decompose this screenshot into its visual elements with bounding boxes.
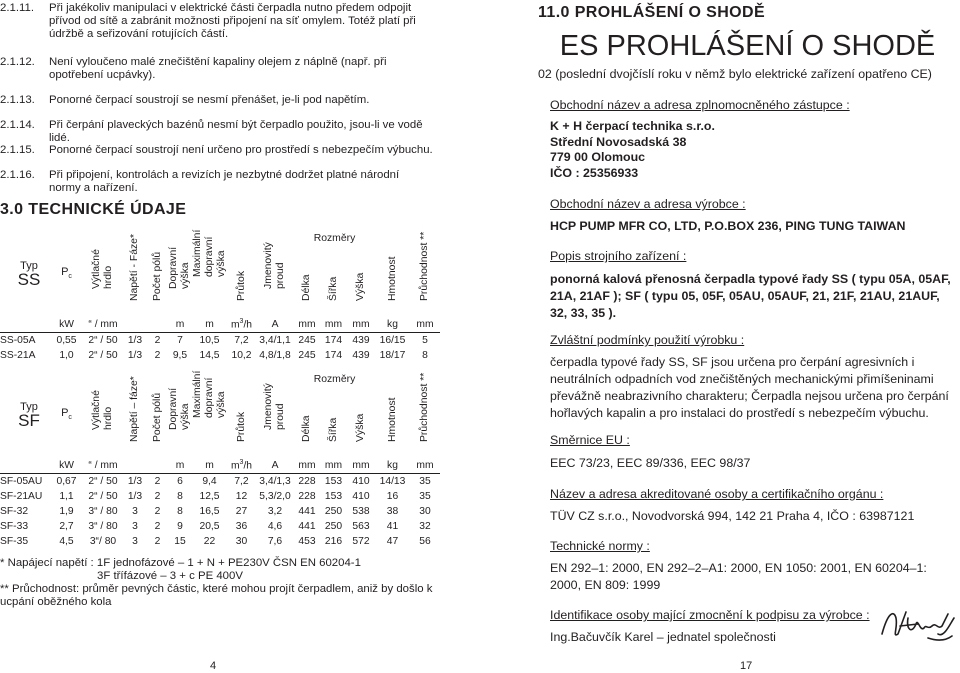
page-number-left: 4 (210, 660, 217, 672)
rotated-header-label (301, 274, 313, 301)
dimensions-label: Rozměry (313, 233, 356, 244)
declaration-title: ES PROHLÁŠENÍ O SHODĚ (559, 30, 936, 62)
rotated-header-label (129, 234, 141, 301)
value-cell: 47 (386, 536, 399, 547)
header-line: Průtok (235, 411, 247, 442)
table-row (0, 504, 440, 519)
rotated-header-label (236, 412, 248, 442)
rotated-header-label (387, 257, 399, 301)
unit-cell (123, 458, 147, 474)
unit-cell: mm (410, 458, 440, 474)
section-number: 2.1.16. (0, 169, 35, 181)
value-cell: 4,8/1,8 (259, 350, 291, 361)
unit-cell: A (256, 458, 294, 474)
header-line: Maximální (191, 370, 203, 418)
header-line: Napětí - Fáze* (129, 234, 140, 301)
header-line: výška (180, 262, 191, 289)
unit-cell: mm (294, 317, 320, 333)
section-number: 2.1.14. (0, 119, 35, 131)
header-voltage-phase (123, 229, 147, 317)
value-cell: 245 (298, 335, 316, 346)
value-cell: 56 (419, 536, 431, 547)
value-cell: 8 (422, 350, 428, 361)
value-cell: 3“ / 80 (88, 521, 118, 532)
value-cell: 1,9 (59, 506, 74, 517)
header-line: Hmotnost (386, 256, 398, 301)
value-cell: 0,67 (56, 476, 77, 487)
norms-label: Technické normy : (550, 539, 650, 553)
unit-cell: m (192, 458, 227, 474)
pc-subscript: c (68, 273, 72, 281)
value-cell: 14,5 (199, 350, 220, 361)
header-height (347, 370, 375, 458)
declaration-subtitle: 02 (poslední dvojčíslí roku v němž bylo elektrické zařízení opatřeno CE) (538, 67, 932, 81)
header-line: výška (215, 391, 227, 418)
description-text: ponorná kalová přenosná čerpadla typové řady SS ( typu 05A, 05AF, 21A, 21AF ); SF ( typu 05, 05F, 05AU, 05AUF, 21, 21F, 21AU, 21AUF, 32, 33, 35 ). (550, 272, 951, 320)
header-max-head (192, 229, 227, 317)
unit-cell: kW (50, 317, 83, 333)
value-cell: 439 (352, 335, 370, 346)
rotated-header-label (192, 371, 228, 418)
header-line: Šířka (327, 276, 339, 301)
rotated-header-label (328, 418, 340, 442)
value-cell: 250 (324, 506, 343, 517)
value-cell: 5 (422, 335, 428, 346)
value-cell: 410 (352, 491, 370, 502)
footnote-voltage-3f: 3F třífázové – 3 + c PE 400V (97, 570, 243, 582)
footnotes (0, 557, 440, 609)
rotated-header-label (355, 273, 367, 301)
norms-text: EN 292–1: 2000, EN 292–2–A1: 2000, EN 1050: 2001, EN 60204–1: 2000, EN 809: 1999 (550, 561, 927, 592)
header-poles (147, 229, 168, 317)
type-label: Typ (20, 401, 38, 413)
value-cell: 30 (235, 536, 248, 547)
table-row (0, 519, 440, 534)
value-cell: 216 (324, 536, 343, 547)
unit-cell: mm (320, 317, 347, 333)
value-cell: 18/17 (379, 350, 406, 361)
rotated-header-label (301, 415, 313, 442)
value-cell: 8 (177, 491, 183, 502)
table-row (0, 333, 440, 349)
rotated-header-label (419, 232, 431, 301)
header-line: Jmenovitý (263, 242, 274, 289)
value-cell: 12 (235, 491, 248, 502)
value-cell: 22 (203, 536, 216, 547)
rotated-header-label (236, 271, 248, 301)
value-cell: 9,5 (172, 350, 188, 361)
value-cell: 250 (324, 521, 343, 532)
model-cell: SF-05AU (0, 476, 43, 487)
rep-line: IČO : 25356933 (550, 165, 639, 180)
conditions-label: Zvláštní podmínky použití výrobku : (550, 333, 745, 347)
value-cell: 16 (386, 491, 399, 502)
value-cell: 30 (419, 506, 431, 517)
header-outlet (83, 229, 123, 317)
table-row (0, 474, 440, 490)
header-line: Průchodnost ** (419, 372, 430, 442)
header-width (320, 229, 347, 317)
header-line: Dopravní (168, 246, 179, 289)
power-header (50, 370, 83, 458)
unit-cell (147, 458, 168, 474)
header-voltage-phase (123, 370, 147, 458)
header-line: Hmotnost (386, 397, 398, 442)
model-cell: SF-21AU (0, 491, 43, 502)
model-cell: SF-33 (0, 521, 29, 532)
header-head (168, 229, 192, 317)
value-cell: 245 (298, 350, 316, 361)
pc-label: P (61, 265, 69, 278)
header-passage (410, 370, 440, 458)
value-cell: 5,3/2,0 (259, 491, 291, 502)
value-cell: 2“ / 50 (88, 350, 118, 361)
manufacturer-name: HCP PUMP MFR CO, LTD, P.O.BOX 236, PING TUNG TAIWAN (550, 219, 906, 233)
value-cell: 0,55 (56, 335, 77, 346)
notified-body-text: TÜV CZ s.r.o., Novodvorská 994, 142 21 Praha 4, IČO : 63987121 (550, 509, 915, 523)
dimensions-label: Rozměry (313, 374, 356, 385)
value-cell: 153 (324, 491, 343, 502)
header-line: Počet pólů (151, 251, 163, 301)
header-line: Výška (355, 272, 366, 301)
representative-address (550, 119, 955, 181)
type-label: Typ (20, 260, 38, 272)
header-weight (375, 229, 410, 317)
value-cell: 7 (177, 335, 183, 346)
directives-text: EEC 73/23, EEC 89/336, EEC 98/37 (550, 456, 751, 470)
value-cell: 1,1 (59, 491, 74, 502)
rep-line: 779 00 Olomouc (550, 150, 646, 164)
model-series: SS (17, 270, 41, 289)
value-cell: 228 (298, 476, 316, 487)
value-cell: 3,2 (267, 506, 283, 517)
model-series: SF (18, 411, 40, 430)
header-rated-current (256, 370, 294, 458)
unit-cell: mm (320, 458, 347, 474)
pc-subscript: c (68, 414, 72, 422)
value-cell: 439 (352, 350, 370, 361)
value-cell: 9 (177, 521, 183, 532)
signatory-label: Identifikace osoby mající zmocnění k podpisu za výrobce : (550, 608, 870, 622)
section-text: Při připojení, kontrolách a revizích je nezbytné dodržet platné národní normy a nařízení. (49, 169, 400, 194)
header-line: Průchodnost ** (419, 231, 430, 301)
model-cell: SS-05A (0, 335, 36, 346)
value-cell: 9,4 (202, 476, 217, 487)
unit-cell: A (256, 317, 294, 333)
description-label: Popis strojního zařízení : (550, 249, 687, 263)
value-cell: 6 (177, 476, 183, 487)
section-number: 2.1.11. (0, 2, 34, 14)
value-cell: 10,5 (199, 335, 220, 346)
value-cell: 7,6 (267, 536, 283, 547)
header-line: Výška (355, 413, 366, 442)
table-row (0, 489, 440, 504)
section-number: 2.1.15. (0, 144, 35, 156)
header-height (347, 229, 375, 317)
header-line: dopravní (203, 236, 215, 277)
signature-image (878, 604, 958, 648)
header-line: výška (215, 250, 227, 277)
value-cell: 27 (235, 506, 248, 517)
header-line: Výtlačné (91, 390, 102, 430)
value-cell: 32 (419, 521, 431, 532)
value-cell: 3,4/1,3 (259, 476, 291, 487)
rotated-header-label (91, 249, 115, 289)
header-line: proud (275, 262, 286, 289)
value-cell: 3“ / 80 (88, 506, 118, 517)
left-page (0, 0, 440, 673)
header-max-head (192, 370, 227, 458)
header-width (320, 370, 347, 458)
rotated-header-label (328, 277, 340, 301)
unit-cell: m (192, 317, 227, 333)
value-cell: 453 (298, 536, 316, 547)
power-header (50, 229, 83, 317)
unit-cell (147, 317, 168, 333)
value-cell: 2 (154, 506, 161, 517)
section-number: 2.1.13. (0, 94, 35, 106)
header-line: Šířka (327, 417, 339, 442)
value-cell: 2 (154, 521, 161, 532)
unit-cell: kg (375, 458, 410, 474)
header-line: Jmenovitý (263, 383, 274, 430)
header-line: Průtok (235, 270, 247, 301)
rotated-header-label (129, 376, 141, 442)
unit-cell: “ / mm (83, 317, 123, 333)
section-heading-declaration: 11.0 PROHLÁŠENÍ O SHODĚ (538, 4, 766, 21)
rotated-header-label (168, 247, 192, 289)
value-cell: 1,0 (59, 350, 74, 361)
value-cell: 2 (154, 536, 161, 547)
section-text: Ponorné čerpací soustrojí se nesmí přenášet, je-li pod napětím. (49, 94, 370, 106)
value-cell: 12,5 (199, 491, 220, 502)
unit-cell: mm (347, 458, 375, 474)
model-cell: SS-21A (0, 350, 36, 361)
value-cell: 2“ / 50 (88, 491, 118, 502)
value-cell: 228 (298, 491, 316, 502)
right-page (535, 0, 960, 673)
unit-cell: kg (375, 317, 410, 333)
conditions-text: čerpadla typové řady SS, SF jsou určena pro čerpání agresivních i neutrálních odpadních vod znečištěných mechanickými přimíšeninami převážně neabrazivního charakteru; Čerpadla nejsou určena pro čerpání hořlavých kapalin a pro instalaci do prostředí s nebezpečím výbuchu. (550, 355, 949, 420)
value-cell: 7,2 (234, 476, 249, 487)
unit-cell: m (168, 458, 192, 474)
unit-cell (123, 317, 147, 333)
header-outlet (83, 370, 123, 458)
header-rated-current (256, 229, 294, 317)
unit-cell: mm (410, 317, 440, 333)
header-poles (147, 370, 168, 458)
header-line: Délka (301, 415, 312, 442)
section-text: Není vyloučeno malé znečištění kapaliny olejem z náplně (např. při opotřebení ucpávky). (49, 56, 387, 81)
value-cell: 3 (132, 521, 138, 532)
header-passage (410, 229, 440, 317)
header-line: hrdlo (103, 406, 114, 430)
section-heading-technical-data: 3.0 TECHNICKÉ ÚDAJE (0, 201, 187, 218)
header-weight (375, 370, 410, 458)
value-cell: 441 (298, 521, 316, 532)
value-cell: 2,7 (59, 521, 74, 532)
units-row (0, 458, 440, 474)
pc-label: P (61, 406, 69, 419)
rotated-header-label (168, 388, 192, 430)
header-flow (227, 370, 256, 458)
units-spacer (0, 317, 50, 333)
header-line: Napětí – fáze* (129, 376, 140, 442)
value-cell: 3 (132, 506, 138, 517)
unit-cell: mm (347, 317, 375, 333)
value-cell: 174 (324, 335, 343, 346)
value-cell: 3“/ 80 (89, 536, 117, 547)
table-row (0, 348, 440, 363)
value-cell: 1/3 (127, 491, 143, 502)
value-cell: 2 (154, 335, 161, 346)
value-cell: 2 (154, 476, 161, 487)
unit-cell: $m^3/h$ (227, 317, 256, 333)
value-cell: 14/13 (379, 476, 406, 487)
header-line: Dopravní (168, 387, 179, 430)
rep-line: Střední Novosadská 38 (550, 134, 687, 149)
rotated-header-label (192, 230, 228, 277)
table-row (0, 534, 440, 549)
value-cell: 1/3 (127, 335, 143, 346)
manufacturer-label: Obchodní název a adresa výrobce : (550, 197, 746, 211)
model-cell: SF-35 (0, 536, 29, 547)
representative-label: Obchodní název a adresa zplnomocněného zástupce : (550, 98, 850, 112)
ss-spec-table (0, 229, 440, 363)
unit-cell: mm (294, 458, 320, 474)
header-line: výška (180, 403, 191, 430)
value-cell: 4,5 (59, 536, 74, 547)
notified-body-label: Název a adresa akreditované osoby a certifikačního orgánu : (550, 487, 884, 501)
sf-spec-table (0, 370, 440, 549)
unit-cell: “ / mm (83, 458, 123, 474)
header-line: hrdlo (103, 265, 114, 289)
header-line: Délka (301, 274, 312, 301)
header-line: Počet pólů (151, 392, 163, 442)
rotated-header-label (152, 393, 164, 442)
rotated-header-label (152, 252, 164, 301)
section-text: Při jakékoliv manipulaci v elektrické části čerpadla nutno předem odpojit přívod od sítě a zabránit možnosti připojení na síť omylem. Totéž platí při údržbě a seřizování rotujících částí. (49, 2, 416, 40)
unit-cell: kW (50, 458, 83, 474)
header-flow (227, 229, 256, 317)
value-cell: 1/3 (127, 350, 143, 361)
unit-cell: $m^3/h$ (227, 458, 256, 474)
footnote-passage: ** Průchodnost: průměr pevných částic, které mohou projít čerpadlem, aniž by došlo k ucpání oběžného kola (0, 583, 433, 608)
value-cell: 1/3 (127, 476, 143, 487)
value-cell: 563 (352, 521, 370, 532)
value-cell: 174 (324, 350, 343, 361)
value-cell: 20,5 (199, 521, 220, 532)
header-line: proud (275, 403, 286, 430)
footnote-voltage: * Napájecí napětí : 1F jednofázové – 1 + N + PE230V ČSN EN 60204-1 (0, 557, 361, 569)
value-cell: 38 (386, 506, 399, 517)
signatory-name: Ing.Bačuvčík Karel – jednatel společnosti (550, 630, 776, 644)
value-cell: 7,2 (234, 335, 249, 346)
value-cell: 2 (154, 491, 161, 502)
value-cell: 441 (298, 506, 316, 517)
type-header (0, 229, 50, 317)
section-number: 2.1.12. (0, 56, 35, 68)
rotated-header-label (263, 242, 287, 289)
unit-cell: m (168, 317, 192, 333)
header-line: Výtlačné (91, 249, 102, 289)
value-cell: 3 (132, 536, 138, 547)
value-cell: 2 (154, 350, 161, 361)
value-cell: 10,2 (231, 350, 252, 361)
value-cell: 15 (174, 536, 186, 547)
section-text: Ponorné čerpací soustrojí není určeno pro prostředí s nebezpečím výbuchu. (49, 144, 433, 156)
units-spacer (0, 458, 50, 474)
value-cell: 8 (177, 506, 183, 517)
value-cell: 2“ / 50 (88, 335, 118, 346)
type-header (0, 370, 50, 458)
value-cell: 41 (386, 521, 399, 532)
rep-line: K + H čerpací technika s.r.o. (550, 119, 715, 133)
rotated-header-label (387, 398, 399, 442)
units-row (0, 317, 440, 333)
model-cell: SF-32 (0, 506, 29, 517)
value-cell: 16,5 (199, 506, 220, 517)
header-line: Maximální (191, 229, 203, 277)
value-cell: 538 (352, 506, 370, 517)
section-text: Při čerpání plaveckých bazénů nesmí být čerpadlo použito, jsou-li ve vodě lidé. (49, 119, 423, 144)
value-cell: 16/15 (379, 335, 406, 346)
rotated-header-label (263, 383, 287, 430)
value-cell: 35 (419, 491, 431, 502)
value-cell: 4,6 (267, 521, 283, 532)
value-cell: 2“ / 50 (88, 476, 118, 487)
page-number-right: 17 (740, 660, 753, 672)
rotated-header-label (355, 414, 367, 442)
value-cell: 572 (352, 536, 370, 547)
header-line: dopravní (203, 377, 215, 418)
rotated-header-label (419, 373, 431, 442)
header-head (168, 370, 192, 458)
value-cell: 3,4/1,1 (259, 335, 291, 346)
value-cell: 35 (419, 476, 431, 487)
value-cell: 153 (324, 476, 343, 487)
rotated-header-label (91, 390, 115, 430)
value-cell: 36 (235, 521, 248, 532)
directives-label: Směrnice EU : (550, 433, 630, 447)
value-cell: 410 (352, 476, 370, 487)
